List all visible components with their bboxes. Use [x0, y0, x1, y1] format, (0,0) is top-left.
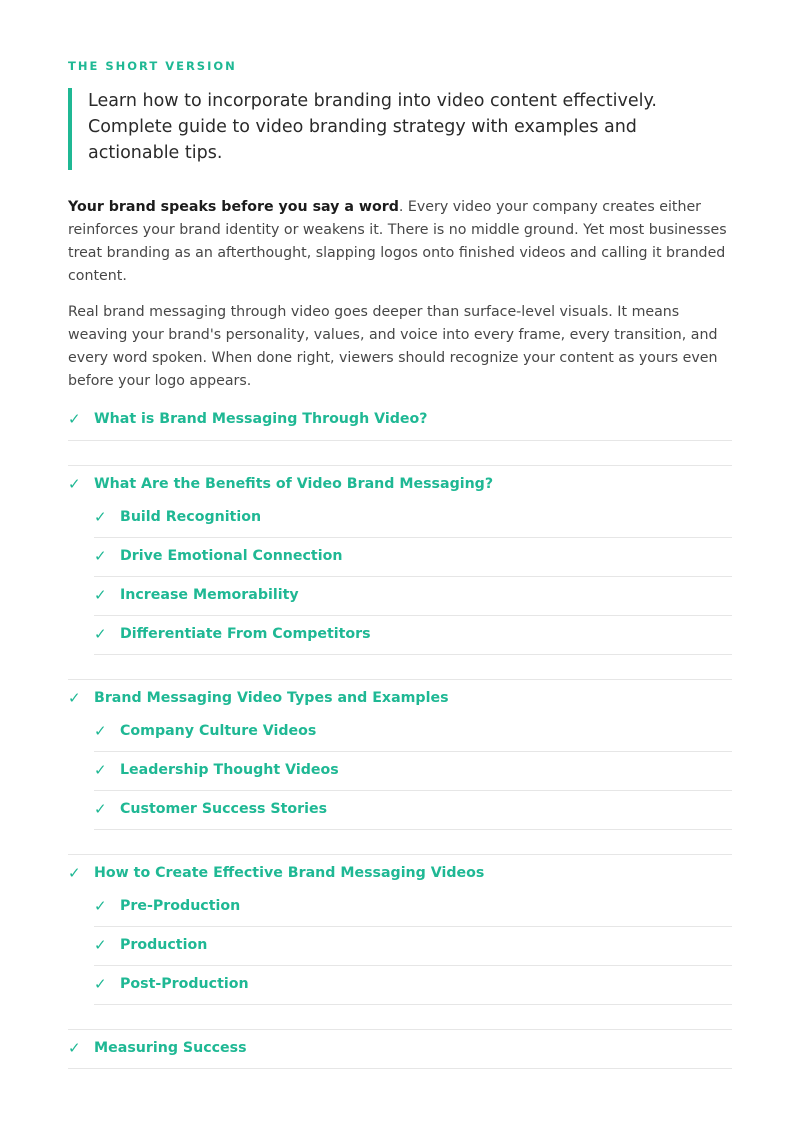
toc-subitem[interactable]: [94, 713, 732, 752]
checkmark-icon: ✓: [68, 689, 81, 707]
intro-paragraph-1: [68, 196, 732, 288]
summary-callout: [68, 88, 708, 170]
checkmark-icon: ✓: [68, 475, 81, 493]
table-of-contents: [68, 401, 732, 1069]
toc-item-label[interactable]: Brand Messaging Video Types and Examples: [94, 690, 449, 706]
toc-subitem-label[interactable]: Post-Production: [120, 976, 249, 992]
toc-subitem-label[interactable]: Pre-Production: [120, 898, 241, 914]
summary-text: Learn how to incorporate branding into video content effectively. Complete guide to video branding strategy with examples and actionable tips.: [88, 91, 657, 163]
checkmark-icon: ✓: [94, 625, 107, 643]
toc-item[interactable]: [68, 1029, 732, 1069]
toc-subitem[interactable]: [94, 616, 732, 655]
checkmark-icon: ✓: [94, 800, 107, 818]
toc-item[interactable]: [68, 854, 732, 888]
toc-subitem[interactable]: [94, 791, 732, 830]
section-eyebrow: THE SHORT VERSION: [68, 59, 237, 73]
intro-paragraph-2: Real brand messaging through video goes deeper than surface-level visuals. It means weaving your brand's personality, values, and voice into every frame, every transition, and every word spoken. When done right, viewers should recognize your content as yours even before your logo appears.: [68, 304, 718, 389]
toc-subitem[interactable]: [94, 577, 732, 616]
toc-subitem[interactable]: [94, 966, 732, 1005]
toc-subitem-label[interactable]: Increase Memorability: [120, 587, 299, 603]
toc-subitem[interactable]: [94, 499, 732, 538]
toc-subitem-label[interactable]: Differentiate From Competitors: [120, 626, 371, 642]
checkmark-icon: ✓: [68, 410, 81, 428]
checkmark-icon: ✓: [94, 936, 107, 954]
toc-subitem[interactable]: [94, 752, 732, 791]
checkmark-icon: ✓: [94, 586, 107, 604]
checkmark-icon: ✓: [94, 761, 107, 779]
toc-item-label[interactable]: What Are the Benefits of Video Brand Messaging?: [94, 476, 494, 492]
checkmark-icon: ✓: [94, 722, 107, 740]
toc-subitem-label[interactable]: Production: [120, 937, 208, 953]
intro-paragraph-1-rest: . Every video your company creates either reinforces your brand identity or weakens it. There is no middle ground. Yet most businesses treat branding as an afterthought, slapping logos onto finished videos and calling it branded content.: [68, 199, 727, 284]
toc-subitem-label[interactable]: Company Culture Videos: [120, 723, 317, 739]
toc-subitem[interactable]: [94, 927, 732, 966]
checkmark-icon: ✓: [68, 1039, 81, 1057]
toc-item-label[interactable]: What is Brand Messaging Through Video?: [94, 411, 428, 427]
checkmark-icon: ✓: [94, 897, 107, 915]
checkmark-icon: ✓: [68, 864, 81, 882]
toc-item[interactable]: [68, 465, 732, 499]
toc-item[interactable]: [68, 401, 732, 441]
intro-lead-bold: Your brand speaks before you say a word: [68, 199, 399, 215]
toc-subitem-label[interactable]: Build Recognition: [120, 509, 262, 525]
toc-subitem-label[interactable]: Customer Success Stories: [120, 801, 328, 817]
intro-text: [68, 196, 732, 406]
toc-item-label[interactable]: Measuring Success: [94, 1040, 247, 1056]
toc-subitem[interactable]: [94, 538, 732, 577]
toc-subitem-label[interactable]: Leadership Thought Videos: [120, 762, 339, 778]
checkmark-icon: ✓: [94, 975, 107, 993]
toc-item-label[interactable]: How to Create Effective Brand Messaging Videos: [94, 865, 485, 881]
checkmark-icon: ✓: [94, 547, 107, 565]
toc-subitem-label[interactable]: Drive Emotional Connection: [120, 548, 343, 564]
toc-item[interactable]: [68, 679, 732, 713]
toc-subitem[interactable]: [94, 888, 732, 927]
checkmark-icon: ✓: [94, 508, 107, 526]
